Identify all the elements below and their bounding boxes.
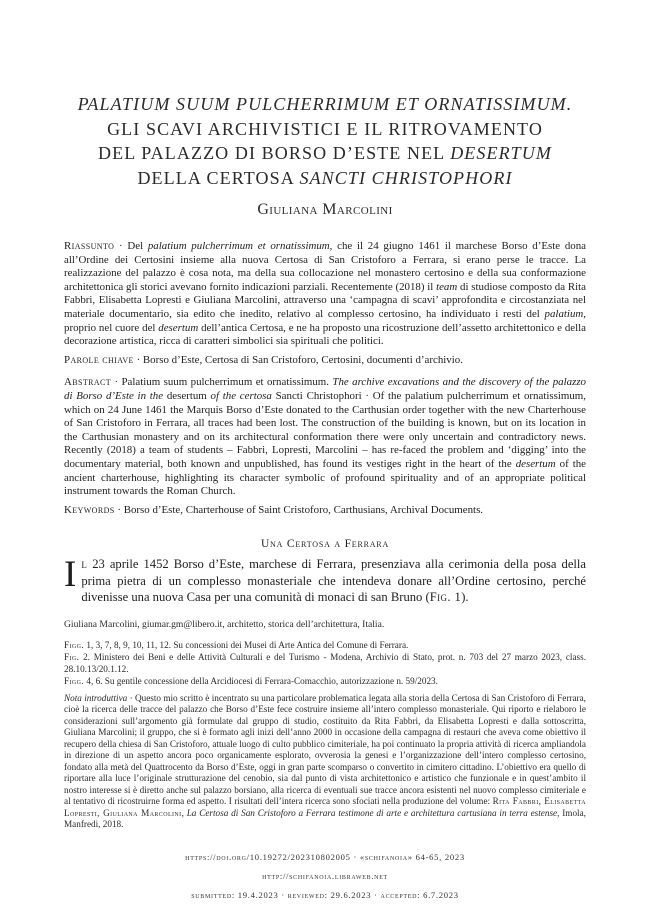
abstract-text-5: of the ancient charterhouse, highlighting its character symbolic of profound spirituality and of an appropriate political instrument towards the Roman Church. [64, 457, 586, 498]
title-sancti-christophori: SANCTI CHRISTOPHORI [299, 167, 513, 188]
keywords-label: Keywords [64, 503, 115, 516]
riassunto-text-2: , che il 24 giugno 1461 il marchese Borso d’Este dona all’Ordine dei Certosini insieme alla nuova Certosa di San Cristoforo a Ferrara, si erano perse le tracce. La realizzazione del palazzo è cosa nota, ma della sua collocazione nel monastero certosino e della sua conformazione architettonica gli storici avevano fornito indicazioni parziali. Recentemente (2018) il [64, 240, 587, 293]
abstract-italic-2: of the certosa [206, 389, 276, 402]
riassunto-paragraph [64, 240, 586, 349]
title-line-3-text: DEL PALAZZO DI BORSO D’ESTE NEL [98, 143, 451, 163]
introductory-note-text: · Questo mio scritto è incentrato su una particolare problematica legata alla storia della Certosa di San Cristoforo di Ferrara, cioè la ricerca delle tracce del palazzo che Borso d’Este fece costruire insieme all’intero complesso monasteriale. Qui riporto e rielaboro le considerazioni sull’argomento già formulate dal gruppo di studio, costituito da Rita Fabbri, da Elisabetta Lopresti e dalla sottoscritta, Giuliana Marcolini; il gruppo, che si è formato agli inizi dell’anno 2000 in occasione della campagna di restauri che aveva come obiettivo il recupero della chiesa di San Cristoforo, attuale luogo di culto pubblico cimiteriale, ha poi continuato la propria attività di ricerca ampliandola in direzione di un aspetto ancora poco organicamente esplorato, ovverosia la genesi e l’organizzazione dell’intero complesso certosino, fondato alla metà del Quattrocento da Borso d’Este, oggi in gran parte scomparso o convertito in cimitero cittadino. L’obiettivo era quello di riportare alla luce l’originale strutturazione del cenobio, sia dal punto di vista architettonico e artistico che funzionale e in quest’ambito il nostro interesse si è diretto anche sul palazzo borsiano, alla ricerca di eventuali sue tracce ancora esistenti nel nuovo complesso cimiteriale e al tentativo di ricostruirne forma ed aspetto. I risultati dell’intera ricerca sono sfociati nella produzione del volume: [64, 692, 586, 806]
figure-credit-2-label: Fig. [64, 652, 80, 662]
riassunto-text-3: di studiose composto da Rita Fabbri, Elisabetta Lopresti e Giuliana Marcolini, attraverso una ‘campagna di scavi’ approfondita e circostanziata nel materiale documentario, sia edito che inedito, relativo al complesso certosino, ha individuato i resti del [64, 280, 586, 320]
abstract-paragraph [64, 376, 586, 498]
abstract-text-2: desertum [166, 389, 207, 402]
title-line-3 [60, 141, 590, 166]
riassunto-text-5: dell’antica Certosa, e ne ha proposto una ricostruzione dell’assetto architettonico e della decorazione artistica, ricca di caratteri simbolici sia spirituali che politici. [64, 321, 586, 348]
figure-credit-3 [64, 676, 586, 688]
abstract-text-3: Sancti Christophori [275, 389, 362, 402]
figure-credit-1-label: Figg. [64, 639, 85, 650]
introductory-note-authors: Rita Fabbri, Elisabetta Lopresti, Giuliana Marcolini [64, 796, 587, 818]
body-lead: l [81, 557, 88, 571]
journal-url: http://schifanoia.libraweb.net [262, 871, 388, 881]
abstracts-block [64, 240, 586, 517]
author-name: Giuliana Marcolini [257, 201, 393, 218]
title-line-4 [60, 166, 590, 191]
keywords-text: · Borso d’Este, Charterhouse of Saint Cristoforo, Carthusians, Archival Documents. [114, 503, 484, 516]
introductory-note [64, 693, 586, 831]
body-text: 23 aprile 1452 Borso d’Este, marchese di Ferrara, presenziava alla cerimonia della posa della prima pietra di un complesso monasteriale che intendeva donare all’Ordine certosino, perché divenisse una nuova Casa per una comunità di monaci di san Bruno ( [81, 557, 586, 604]
figure-credit-3-text: 4, 6. Su gentile concessione della Arcidiocesi di Ferrara-Comacchio, autorizzazione n. 59/2023. [84, 676, 438, 686]
introductory-note-label: Nota introduttiva [64, 692, 128, 703]
title-line-1 [60, 92, 590, 117]
body-paragraph [64, 556, 586, 606]
abstract-italic-3: desertum [515, 457, 556, 470]
riassunto-text-1: · Del [114, 240, 148, 252]
footnotes-block [64, 619, 586, 831]
author-affiliation: Giuliana Marcolini, giumar.gm@libero.it, architetto, storica dell’architettura, Italia. [64, 619, 385, 630]
abstract-label: Abstract [64, 376, 112, 389]
abstract-italic-1: The archive excavations and the discovery of the palazzo di Borso d’Este in the [64, 376, 587, 402]
keywords-paragraph [64, 504, 586, 518]
riassunto-italic-4: desertum [158, 321, 199, 334]
riassunto-text-4: , proprio nel cuore del [64, 307, 586, 334]
parole-chiave-paragraph [64, 354, 586, 368]
figure-credit-2 [64, 652, 586, 675]
drop-cap: I [64, 554, 77, 595]
figure-credit-1-text: 1, 3, 7, 8, 9, 10, 11, 12. Su concessioni dei Musei di Arte Antica del Comune di Ferrara. [84, 639, 409, 650]
submission-dates: submitted: 19.4.2023 · reviewed: 29.6.2023 · accepted: 6.7.2023 [191, 890, 459, 900]
figure-credit-1 [64, 640, 586, 652]
introductory-note-separator: , [181, 807, 187, 818]
title-latin-phrase: PALATIUM SUUM PULCHERRIMUM ET ORNATISSIMUM. [77, 94, 573, 114]
title-line-4-text: DELLA CERTOSA [137, 167, 300, 188]
riassunto-italic-3: palatium [544, 307, 584, 320]
riassunto-italic-1: palatium pulcherrimum et ornatissimum [147, 240, 330, 252]
body-end: ). [461, 590, 469, 604]
parole-chiave-text: · Borso d’Este, Certosa di San Cristoforo, Certosini, documenti d’archivio. [133, 353, 463, 366]
figure-reference: Fig. 1 [429, 590, 462, 604]
riassunto-label: Riassunto [64, 240, 115, 252]
abstract-text-1: · Palatium suum pulcherrimum et ornatissimum. [111, 376, 333, 389]
doi-line: https://doi.org/10.19272/202310802005 · «schifanoia» 64-65, 2023 [185, 852, 465, 862]
introductory-note-end: , Imola, Manfredi, 2018. [64, 807, 586, 829]
abstract-text-4: · Of the palatium pulcherrimum et ornatissimum, which on 24 June 1461 the Marquis Borso d’Este donated to the Carthusian order together with the new Charterhouse of San Cristoforo in Ferrara, all traces had been lost. The construction of the building is known, but on its location in the Carthusian monastery and on its architectural conformation there were only uncertain and contradictory news. Recently (2018) a team of students – Fabbri, Lopresti, Marcolini – has re-faced the problem and ‘digging’ into the documentary material, both known and unpublished, has found its vestiges right in the heart of the [64, 389, 586, 470]
introductory-note-book-title: La Certosa di San Cristoforo a Ferrara testimone di arte e architettura cartusiana in terra estense [186, 807, 558, 818]
title-desertum: DESERTUM [450, 143, 552, 163]
figure-credit-2-text: 2. Ministero dei Beni e delle Attività Culturali e del Turismo - Modena, Archivio di Stato, prot. n. 703 del 27 marzo 2023, class. 28.10.13/20.1.12. [64, 652, 586, 674]
figure-credit-3-label: Figg. [64, 676, 85, 686]
article-title [60, 92, 590, 190]
section-heading: Una Certosa a Ferrara [260, 538, 390, 550]
title-line-2: GLI SCAVI ARCHIVISTICI E IL RITROVAMENTO [107, 118, 543, 139]
riassunto-italic-2: team [436, 280, 458, 293]
parole-chiave-label: Parole chiave [64, 353, 134, 366]
